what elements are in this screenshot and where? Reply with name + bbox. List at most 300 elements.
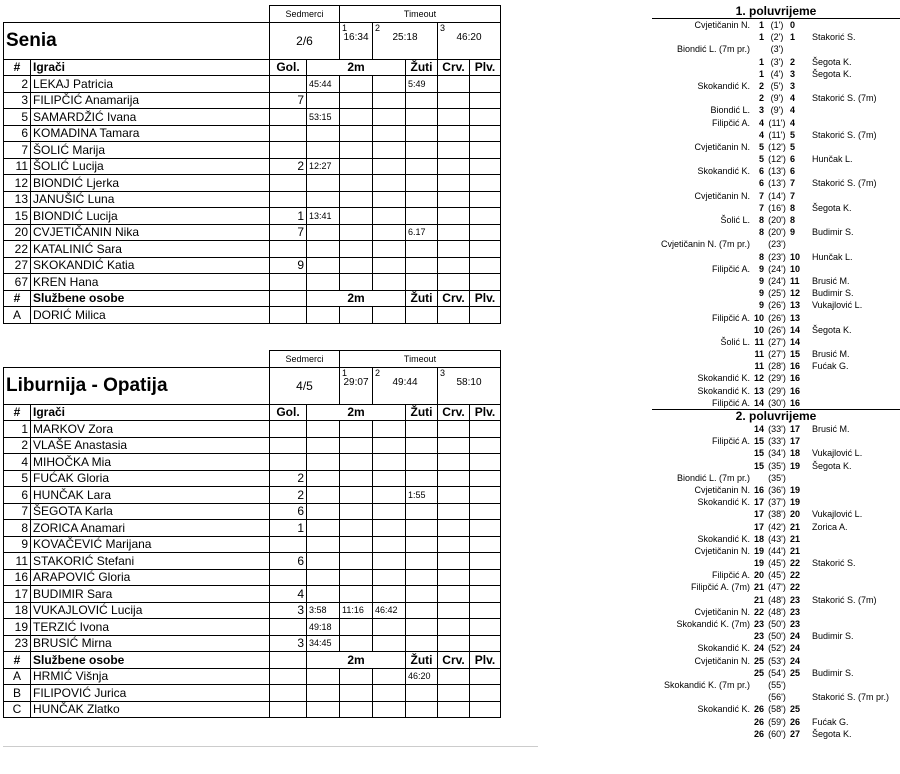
away-score: 16 [790,373,801,384]
yellow-card [406,454,438,471]
timeout-cell [438,22,501,59]
blue-card [470,602,501,619]
home-score: 14 [753,397,764,408]
home-scorer: Filipčić A. [711,397,750,408]
team-name: Senia [4,22,270,59]
event-minute: (3') [770,56,784,67]
player-name: ŠOLIĆ Lucija [31,158,270,175]
suspension-1 [307,224,340,241]
away-score: 21 [790,533,801,544]
home-scorer: Skokandić K. [697,80,750,91]
suspension-2 [340,536,373,553]
away-score: 4 [790,93,796,104]
suspension-1 [307,536,340,553]
blank [470,668,501,685]
home-score: 11 [754,336,764,347]
event-minute: (1') [770,20,784,30]
timeout-header: Timeout [340,351,501,368]
goal-event [652,238,900,250]
away-scorer: Stakorić S. (7m) [812,93,877,104]
home-scorer: Cvjetičanin N. [694,141,750,152]
timeout-cell [340,367,373,404]
player-row [4,241,501,258]
event-minute: (14') [768,190,786,201]
red-card [438,92,470,109]
official-name: FILIPOVIĆ Jurica [31,685,270,702]
away-score: 7 [790,178,796,189]
home-scorer: Skokandić K. (7m) [676,619,750,629]
player-name: BRUSIĆ Mirna [31,635,270,652]
blank [270,685,307,702]
col-crv: Crv. [438,59,470,76]
blue-card [470,175,501,192]
home-score: 6 [758,178,764,189]
blank [4,6,270,23]
timeout-time: 46:20 [456,31,482,43]
player-row [4,92,501,109]
player-goals [270,274,307,291]
home-score: 4 [758,129,764,140]
suspension-3 [373,142,406,159]
suspension-3 [373,274,406,291]
suspension-2 [340,619,373,636]
away-scorer: Budimir S. [812,288,854,299]
away-scorer: Šegota K. [812,202,852,213]
yellow-card: 1:55 [406,487,438,504]
suspension-3 [373,503,406,520]
blank [270,290,307,307]
home-score: 1 [758,68,764,79]
home-score: 3 [758,105,764,116]
away-score: 13 [790,312,801,323]
goal-event [652,129,900,141]
away-score: 25 [790,667,801,678]
sedmerci-header: Sedmerci [270,6,340,23]
away-score: 13 [790,300,801,311]
event-minute: (58') [768,704,786,715]
official-name: DORIĆ Milica [31,307,270,324]
player-goals [270,454,307,471]
goal-event [652,435,900,447]
yellow-card [406,520,438,537]
red-card [438,685,470,702]
col-crv: Crv. [438,404,470,421]
event-minute: (26') [768,324,786,335]
away-score: 6 [790,166,796,177]
red-card [438,208,470,225]
suspension-2 [340,109,373,126]
player-row [4,553,501,570]
yellow-card: 5:49 [406,76,438,93]
player-goals: 4 [270,586,307,603]
player-goals [270,619,307,636]
event-minute: (33') [768,424,786,434]
team-table-senia [3,5,501,324]
player-name: MARKOV Zora [31,421,270,438]
yellow-card [406,307,438,324]
event-minute: (11') [768,129,786,140]
player-goals [270,437,307,454]
timeout-cell [373,367,438,404]
away-score: 16 [790,361,801,372]
team-table-liburnija [3,350,501,718]
home-score: 21 [753,594,764,605]
red-card [438,454,470,471]
away-score: 5 [790,129,796,140]
away-score: 2 [790,56,796,67]
home-score: 17 [753,509,764,520]
event-minute: (26') [768,300,786,311]
away-score: 8 [790,202,796,213]
event-minute: (28') [768,361,786,372]
yellow-card [406,241,438,258]
goal-event [652,153,900,165]
away-score: 19 [790,497,801,508]
away-score: 23 [790,619,801,629]
away-scorer: Šegota K. [812,68,852,79]
goal-event [652,141,900,153]
away-score: 12 [790,288,801,299]
away-scorer: Stakorić S. (7m) [812,594,877,605]
away-score: 24 [790,655,801,666]
yellow-card [406,685,438,702]
event-minute: (16') [768,202,786,213]
col-crv: Crv. [438,290,470,307]
player-goals [270,241,307,258]
yellow-card [406,569,438,586]
player-row [4,520,501,537]
away-scorer: Šegota K. [812,728,852,739]
suspension-1: 12:27 [307,158,340,175]
goal-event [652,716,900,728]
away-scorer: Brusić M. [812,275,850,286]
away-score: 14 [790,336,801,347]
player-row [4,158,501,175]
player-row [4,503,501,520]
blank [340,701,373,718]
away-score: 21 [790,545,801,556]
yellow-card [406,92,438,109]
goal-event [652,324,900,336]
suspension-3 [373,437,406,454]
event-minute: (38') [768,509,786,520]
home-score: 10 [753,312,764,323]
home-score: 17 [753,521,764,532]
home-scorer: Skokandić K. [697,166,750,177]
player-row [4,208,501,225]
yellow-card: 6.17 [406,224,438,241]
blue-card [470,257,501,274]
player-row [4,569,501,586]
home-score: 17 [753,497,764,508]
red-card [438,142,470,159]
suspension-2 [340,503,373,520]
goal-event [652,92,900,104]
col-zuti: Žuti [406,290,438,307]
blue-card [470,224,501,241]
home-score: 7 [758,202,764,213]
red-card [438,470,470,487]
col-plv: Plv. [470,59,501,76]
col-plv: Plv. [470,652,501,669]
suspension-3 [373,454,406,471]
timeout-header: Timeout [340,6,501,23]
goal-event [652,496,900,508]
blank [373,701,406,718]
suspension-1 [307,503,340,520]
blank [270,652,307,669]
goal-event [652,348,900,360]
suspension-3 [373,257,406,274]
home-score: 24 [753,643,764,654]
suspension-3 [373,175,406,192]
suspension-3 [373,635,406,652]
red-card [438,421,470,438]
player-number: 12 [4,175,31,192]
goal-event [652,360,900,372]
goal-event [652,312,900,324]
goal-event [652,642,900,654]
player-name: HUNČAK Lara [31,487,270,504]
away-scorer: Fućak G. [812,361,849,372]
suspension-3 [373,191,406,208]
blank [270,701,307,718]
home-scorer: Cvjetičanin N. [694,20,750,30]
player-number: 19 [4,619,31,636]
player-goals [270,76,307,93]
player-name: KOVAČEVIĆ Marijana [31,536,270,553]
yellow-card [406,437,438,454]
blue-card [470,470,501,487]
blank [470,701,501,718]
red-card [438,635,470,652]
event-minute: (20') [768,227,786,238]
blue-card [470,274,501,291]
player-name: MIHOČKA Mia [31,454,270,471]
blank [307,685,340,702]
suspension-2 [340,158,373,175]
player-name: SAMARDŽIĆ Ivana [31,109,270,126]
blank [340,685,373,702]
suspension-2 [340,487,373,504]
suspension-2 [340,191,373,208]
player-goals: 3 [270,635,307,652]
goal-event [652,728,900,740]
timeout-number: 3 [440,367,446,378]
home-score: 1 [758,56,764,67]
home-scorer: Skokandić K. [697,497,750,508]
event-minute: (5') [770,80,784,91]
event-minute: (27') [768,349,786,360]
away-scorer: Stakorić S. (7m pr.) [812,692,890,703]
blue-card [470,569,501,586]
away-score: 17 [790,424,801,434]
timeout-cell [438,367,501,404]
player-row [4,454,501,471]
home-scorer: Skokandić K. [697,385,750,396]
suspension-2 [340,520,373,537]
player-name: BIONDIĆ Ljerka [31,175,270,192]
red-card [438,503,470,520]
away-score: 25 [790,704,801,715]
suspension-2 [340,257,373,274]
suspension-3 [373,224,406,241]
home-score: 19 [753,545,764,556]
home-score: 1 [758,32,764,43]
player-name: LEKAJ Patricia [31,76,270,93]
col-2m: 2m [307,652,406,669]
suspension-3 [373,158,406,175]
player-row [4,619,501,636]
player-goals: 1 [270,208,307,225]
home-scorer: Filipčić A. (7m) [690,582,750,593]
yellow-card [406,191,438,208]
suspension-3 [373,520,406,537]
player-goals: 1 [270,520,307,537]
sedmerci-value: 2/6 [270,22,340,59]
suspension-3 [373,470,406,487]
event-minute: (12') [768,154,786,165]
yellow-card [406,602,438,619]
goal-event [652,287,900,299]
team-name: Liburnija - Opatija [4,367,270,404]
away-score: 8 [790,215,796,225]
suspension-3 [373,76,406,93]
player-goals: 9 [270,257,307,274]
player-number: 15 [4,208,31,225]
col-plv: Plv. [470,290,501,307]
suspension-1 [307,553,340,570]
home-scorer: Biondić L. (7m pr.) [676,44,750,55]
goal-event [652,484,900,496]
player-goals [270,569,307,586]
goal-event [652,117,900,129]
goal-event [652,226,900,238]
away-score: 22 [790,558,801,569]
event-minute: (30') [768,397,786,408]
player-name: ŠOLIĆ Marija [31,142,270,159]
yellow-card [406,158,438,175]
goal-event [652,31,900,43]
home-scorer: Cvjetičanin N. [694,655,750,666]
player-name: BIONDIĆ Lucija [31,208,270,225]
suspension-3 [373,536,406,553]
suspension-1 [307,586,340,603]
home-score: 11 [754,361,764,372]
suspension-1 [307,274,340,291]
home-score: 25 [753,655,764,666]
player-number: 11 [4,158,31,175]
suspension-2 [340,437,373,454]
player-name: TERZIĆ Ivona [31,619,270,636]
suspension-2: 11:16 [340,602,373,619]
away-score: 11 [790,275,800,286]
home-score: 26 [753,704,764,715]
home-score: 23 [753,631,764,642]
red-card [438,125,470,142]
red-card [438,536,470,553]
event-minute: (54') [768,667,786,678]
goal-event [652,275,900,287]
player-name: VLAŠE Anastasia [31,437,270,454]
blue-card [470,142,501,159]
home-scorer: Cvjetičanin N. [694,484,750,495]
blue-card [470,191,501,208]
event-minute: (36') [768,484,786,495]
suspension-1 [307,569,340,586]
goal-event [652,569,900,581]
suspension-2 [340,142,373,159]
suspension-1: 53:15 [307,109,340,126]
away-scorer: Šegota K. [812,460,852,471]
red-card [438,602,470,619]
player-goals [270,142,307,159]
home-score: 13 [753,385,764,396]
away-scorer: Vukajlović L. [812,509,863,520]
suspension-2 [340,208,373,225]
official-letter: C [4,701,31,718]
home-scorer: Biondić L. [710,105,750,116]
home-score: 19 [753,558,764,569]
yellow-card [406,586,438,603]
home-scorer: Filipčić A. [711,436,750,447]
goal-event [652,68,900,80]
home-score: 15 [753,436,764,447]
event-minute: (55') [768,679,786,690]
away-score: 24 [790,631,801,642]
half-2-events [652,423,900,740]
event-minute: (43') [768,533,786,544]
home-scorer: Biondić L. (7m pr.) [676,472,750,483]
player-number: 67 [4,274,31,291]
blank [373,685,406,702]
goal-event [652,508,900,520]
event-minute: (26') [768,312,786,323]
player-row [4,586,501,603]
away-scorer: Vukajlović L. [812,448,863,459]
home-score: 14 [753,424,764,434]
timeout-number: 2 [375,22,381,33]
home-scorer: Cvjetičanin N. [694,545,750,556]
event-minute: (50') [768,619,786,629]
player-goals: 6 [270,503,307,520]
yellow-card [406,142,438,159]
away-scorer: Stakorić S. (7m) [812,129,877,140]
col-num: # [4,404,31,421]
away-score: 10 [790,263,801,274]
col-num: # [4,290,31,307]
red-card [438,437,470,454]
away-score: 1 [790,32,796,43]
home-score: 8 [758,215,764,225]
player-goals [270,421,307,438]
player-goals [270,125,307,142]
yellow-card [406,109,438,126]
suspension-3 [373,109,406,126]
yellow-card [406,536,438,553]
player-goals: 6 [270,553,307,570]
goal-event [652,423,900,435]
player-row [4,142,501,159]
goal-event [652,606,900,618]
official-row [4,668,501,685]
player-number: 1 [4,421,31,438]
goal-event [652,251,900,263]
timeout-number: 1 [342,367,348,378]
player-row [4,602,501,619]
suspension-2 [340,553,373,570]
away-score: 20 [790,509,801,520]
